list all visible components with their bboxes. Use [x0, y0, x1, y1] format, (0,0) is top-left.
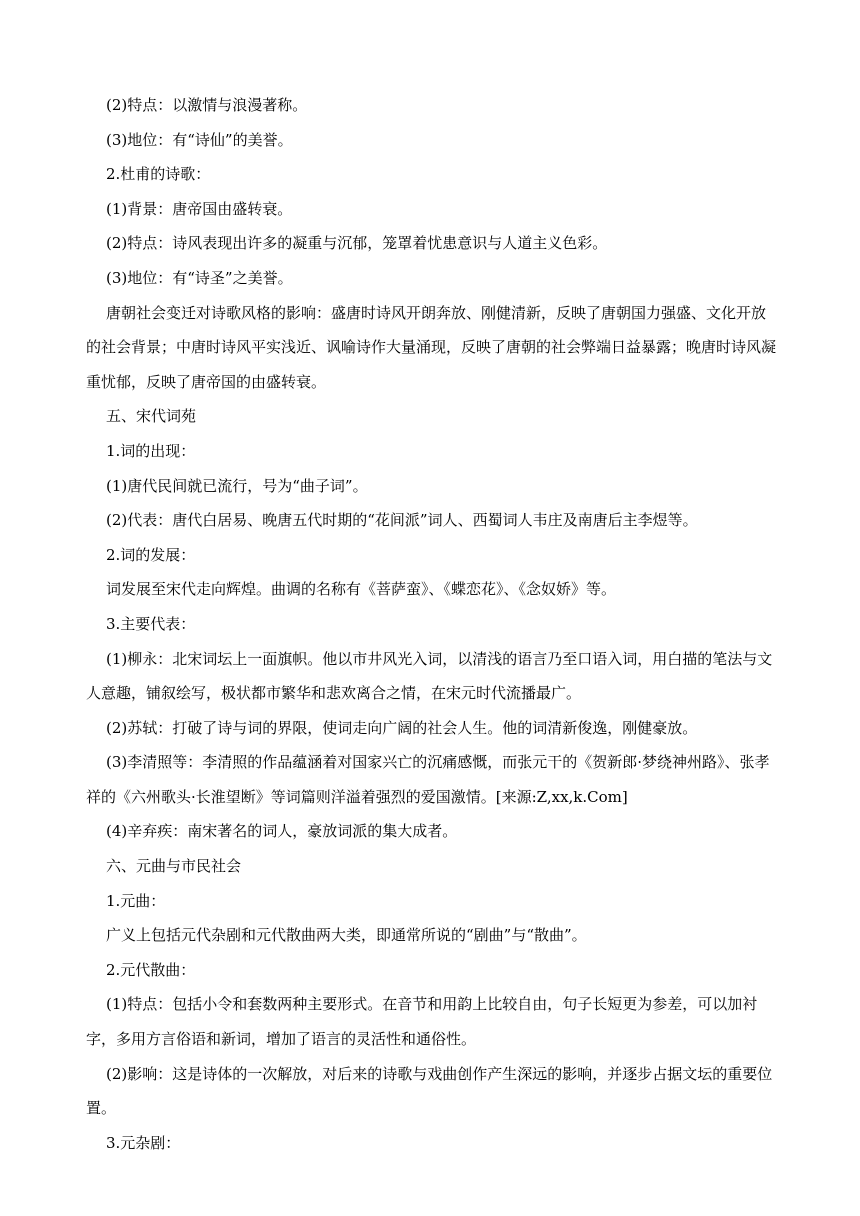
paragraph-sanqu-influence: (2)影响：这是诗体的一次解放，对后来的诗歌与戏曲创作产生深远的影响，并逐步占据文坛的重要位置。	[86, 1064, 773, 1118]
heading-yuan-qu: 1.元曲：	[106, 891, 166, 910]
paragraph-sanqu-feature: (1)特点：包括小令和套数两种主要形式。在音节和用韵上比较自由，句子长短更为参差，可以加衬字，多用方言俗语和新词，增加了语言的灵活性和通俗性。	[86, 995, 758, 1049]
heading-ci-development: 2.词的发展：	[106, 545, 196, 564]
section-heading-song-ci: 五、宋代词苑	[106, 407, 197, 426]
paragraph-li-bai-status: (3)地位：有“诗仙”的美誉。	[106, 130, 293, 149]
heading-ci-origin: 1.词的出现：	[106, 441, 196, 460]
section-heading-yuan-qu: 六、元曲与市民社会	[106, 857, 242, 876]
paragraph-ci-development: 词发展至宋代走向辉煌。曲调的名称有《菩萨蛮》、《蝶恋花》、《念奴娇》等。	[106, 580, 617, 599]
paragraph-li-bai-feature: (2)特点：以激情与浪漫著称。	[106, 96, 308, 114]
paragraph-du-fu-background: (1)背景：唐帝国由盛转衰。	[106, 199, 293, 218]
paragraph-ci-origin: (1)唐代民间就已流行，号为“曲子词”。	[106, 476, 368, 495]
paragraph-tang-society-influence: 唐朝社会变迁对诗歌风格的影响：盛唐时诗风开朗奔放、刚健清新，反映了唐朝国力强盛、文化开放的社会背景；中唐时诗风平实浅近、讽喻诗作大量涌现，反映了唐朝的社会弊端日益暴露；晚唐时诗风凝重忧郁，反映了唐帝国的由盛转衰。	[86, 303, 777, 391]
heading-main-representatives: 3.主要代表：	[106, 614, 196, 633]
document-body	[86, 88, 778, 1160]
heading-yuan-sanqu: 2.元代散曲：	[106, 960, 196, 979]
paragraph-du-fu-status: (3)地位：有“诗圣”之美誉。	[106, 268, 293, 287]
paragraph-xin-qiji: (4)辛弃疾：南宋著名的词人，豪放词派的集大成者。	[106, 822, 458, 841]
paragraph-li-qingzhao: (3)李清照等：李清照的作品蕴涵着对国家兴亡的沉痛感慨，而张元干的《贺新郎·梦绕神州路》、张孝祥的《六州歌头·长淮望断》等词篇则洋溢着强烈的爱国激情。[来源:Z,xx,k.Com]	[86, 753, 770, 806]
heading-yuan-zaju: 3.元杂剧：	[106, 1133, 181, 1152]
paragraph-yuan-qu-definition: 广义上包括元代杂剧和元代散曲两大类，即通常所说的“剧曲”与“散曲”。	[106, 926, 587, 945]
heading-du-fu-poetry: 2.杜甫的诗歌：	[106, 165, 211, 184]
paragraph-du-fu-feature: (2)特点：诗风表现出许多的凝重与沉郁，笼罩着忧患意识与人道主义色彩。	[106, 234, 608, 253]
paragraph-su-shi: (2)苏轼：打破了诗与词的界限，使词走向广阔的社会人生。他的词清新俊逸，刚健豪放。	[106, 718, 698, 737]
paragraph-liu-yong: (1)柳永：北宋词坛上一面旗帜。他以市井风光入词，以清浅的语言乃至口语入词，用白描的笔法与文人意趣，铺叙绘写，极状都市繁华和悲欢离合之情，在宋元时代流播最广。	[86, 649, 773, 703]
paragraph-ci-representatives: (2)代表：唐代白居易、晚唐五代时期的“花间派”词人、西蜀词人韦庄及南唐后主李煜等。	[106, 511, 698, 530]
